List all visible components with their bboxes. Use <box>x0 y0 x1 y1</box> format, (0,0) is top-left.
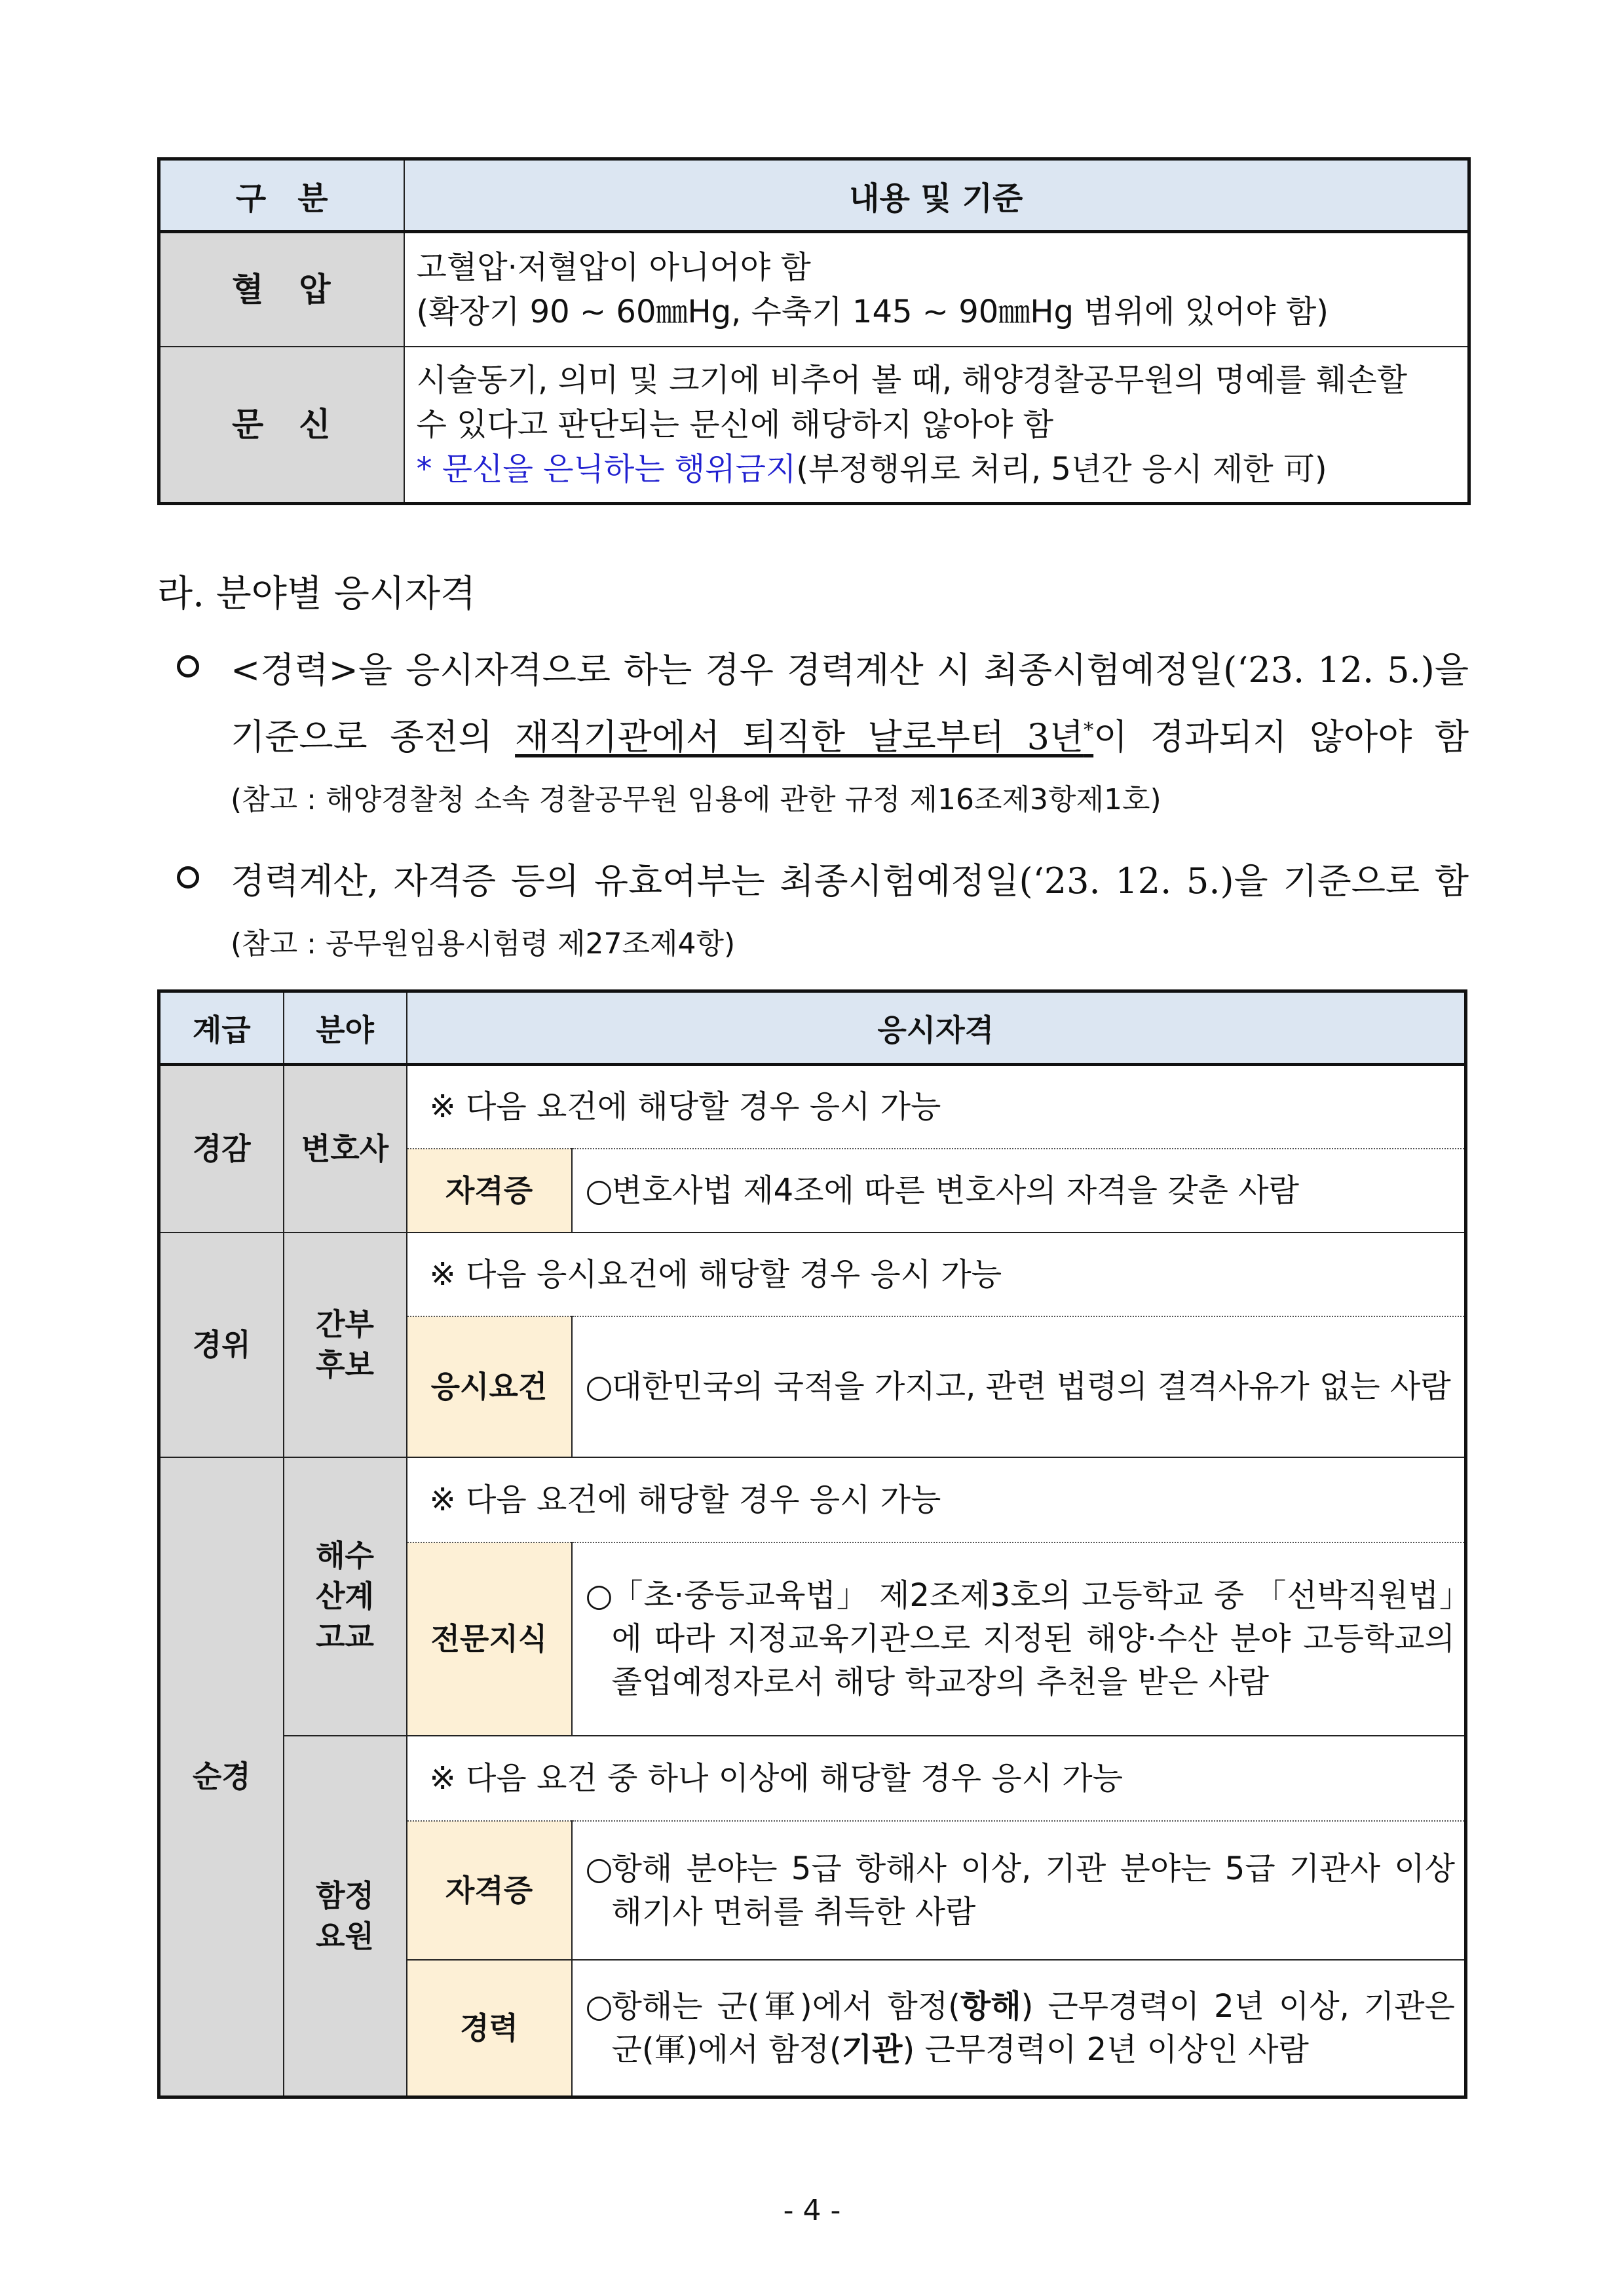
grade-cell: 경감 <box>159 1065 284 1233</box>
bullet1-line1: <경력>을 응시자격으로 하는 경우 경력계산 시 최종시험예정일(‘23. 12. 5.)을 <box>231 649 1469 691</box>
table1-header-criteria: 내용 및 기준 <box>404 159 1469 232</box>
condition-notice: ※ 다음 요건 중 하나 이상에 해당할 경우 응시 가능 <box>407 1736 1466 1821</box>
table-row <box>159 1736 1466 1821</box>
small-circle-bullet-icon: ○ <box>585 1987 613 2025</box>
bullet1-reference: (참고 : 해양경찰청 소속 경찰공무원 임용에 관한 규정 제16조제3항제1호) <box>231 783 1161 816</box>
bullet2-reference: (참고 : 공무원임용시험령 제27조제4항) <box>231 927 736 961</box>
table-row <box>159 1233 1466 1316</box>
tattoo-note <box>417 447 1456 491</box>
condition-notice: ※ 다음 응시요건에 해당할 경우 응시 가능 <box>407 1233 1466 1316</box>
grade-cell: 경위 <box>159 1233 284 1457</box>
condition-notice: ※ 다음 요건에 해당할 경우 응시 가능 <box>407 1065 1466 1149</box>
bullet2-line1: 경력계산, 자격증 등의 유효여부는 최종시험예정일(‘23. 12. 5.)을 기준으로 함 <box>231 860 1469 902</box>
hollow-circle-bullet-icon <box>177 866 199 889</box>
requirement-type: 경력 <box>407 1960 572 2097</box>
criteria-line: 시술동기, 의미 및 크기에 비추어 볼 때, 해양경찰공무원의 명예를 훼손할 <box>416 361 1408 398</box>
tattoo-criteria <box>404 347 1469 504</box>
footnote-mark: * <box>1084 719 1094 742</box>
emphasis-navigation: 항해 <box>960 1987 1021 2025</box>
criteria-line: (확장기 90 ~ 60㎜Hg, 수축기 145 ~ 90㎜Hg 범위에 있어야 함) <box>416 293 1329 330</box>
section-heading: 라. 분야별 응시자격 <box>157 573 476 615</box>
table-row <box>159 347 1469 504</box>
requirement-description: 항해 분야는 5급 항해사 이상, 기관 분야는 5급 기관사 이상 해기사 면허를 취득한 사람 <box>611 1850 1455 1930</box>
requirement-type: 자격증 <box>407 1149 572 1233</box>
row-label-tattoo: 문 신 <box>159 347 404 504</box>
requirement-text <box>572 1316 1466 1457</box>
field-cell: 간부 후보 <box>284 1233 407 1457</box>
requirement-text <box>572 1821 1466 1960</box>
small-circle-bullet-icon: ○ <box>585 1577 613 1614</box>
table1-header-category: 구 분 <box>159 159 404 232</box>
underlined-text: 재직기관에서 퇴직한 날로부터 3년 <box>515 716 1084 757</box>
hollow-circle-bullet-icon <box>177 655 199 678</box>
qualification-table <box>157 989 1467 2099</box>
text-part: ) 근무경력이 2년 이상인 사람 <box>902 2031 1309 2068</box>
text-part: ) 근무경력이 2년 이상, 기관은 군(軍)에서 함정( <box>611 1987 1455 2068</box>
requirement-type: 전문지식 <box>407 1542 572 1736</box>
table2-header-qualification: 응시자격 <box>407 991 1466 1065</box>
emphasis-engine: 기관 <box>841 2031 903 2068</box>
requirement-text <box>572 1149 1466 1233</box>
table-row <box>159 1065 1466 1149</box>
requirement-text <box>572 1542 1466 1736</box>
table-row <box>159 1457 1466 1542</box>
field-cell: 함정 요원 <box>284 1736 407 2097</box>
page-number: - 4 - <box>783 2194 841 2227</box>
field-cell: 변호사 <box>284 1065 407 1233</box>
small-circle-bullet-icon: ○ <box>585 1368 613 1405</box>
bullet1-line2-suffix: 이 경과되지 않아야 함 <box>1093 716 1469 757</box>
requirement-description: 대한민국의 국적을 가지고, 관련 법령의 결격사유가 없는 사람 <box>611 1368 1451 1405</box>
requirement-type: 자격증 <box>407 1821 572 1960</box>
condition-notice: ※ 다음 요건에 해당할 경우 응시 가능 <box>407 1457 1466 1542</box>
text-part: 항해는 군(軍)에서 함정( <box>611 1987 960 2025</box>
requirement-description: 변호사법 제4조에 따른 변호사의 자격을 갖춘 사람 <box>611 1172 1299 1209</box>
bullet1-line2-prefix: 기준으로 종전의 <box>231 716 516 757</box>
small-circle-bullet-icon: ○ <box>585 1850 613 1887</box>
tattoo-note-highlight: * 문신을 은닉하는 행위금지 <box>416 450 797 488</box>
table2-header-grade: 계급 <box>159 991 284 1065</box>
requirement-description: 「초·중등교육법」 제2조제3호의 고등학교 중 「선박직원법」에 따라 지정교육기관으로 지정된 해양·수산 분야 고등학교의 졸업예정자로서 해당 학교장의 추천을 받은 사람 <box>611 1577 1455 1700</box>
table2-header-field: 분야 <box>284 991 407 1065</box>
health-criteria-table <box>157 157 1471 505</box>
bullet1-line2 <box>231 709 1469 759</box>
criteria-line: 수 있다고 판단되는 문신에 해당하지 않아야 함 <box>416 406 1054 443</box>
requirement-type: 응시요건 <box>407 1316 572 1457</box>
row-label-blood-pressure: 혈 압 <box>159 232 404 347</box>
field-cell: 해수 산계 고교 <box>284 1457 407 1736</box>
criteria-line: 고혈압·저혈압이 아니어야 함 <box>416 248 811 286</box>
underlined-phrase <box>515 716 1093 757</box>
table-row <box>159 232 1469 347</box>
requirement-description <box>612 1985 1456 2071</box>
requirement-text <box>572 1960 1466 2097</box>
grade-cell: 순경 <box>159 1457 284 2097</box>
tattoo-note-detail: (부정행위로 처리, 5년간 응시 제한 可) <box>796 450 1327 488</box>
small-circle-bullet-icon: ○ <box>585 1172 613 1209</box>
blood-pressure-criteria <box>404 232 1469 347</box>
